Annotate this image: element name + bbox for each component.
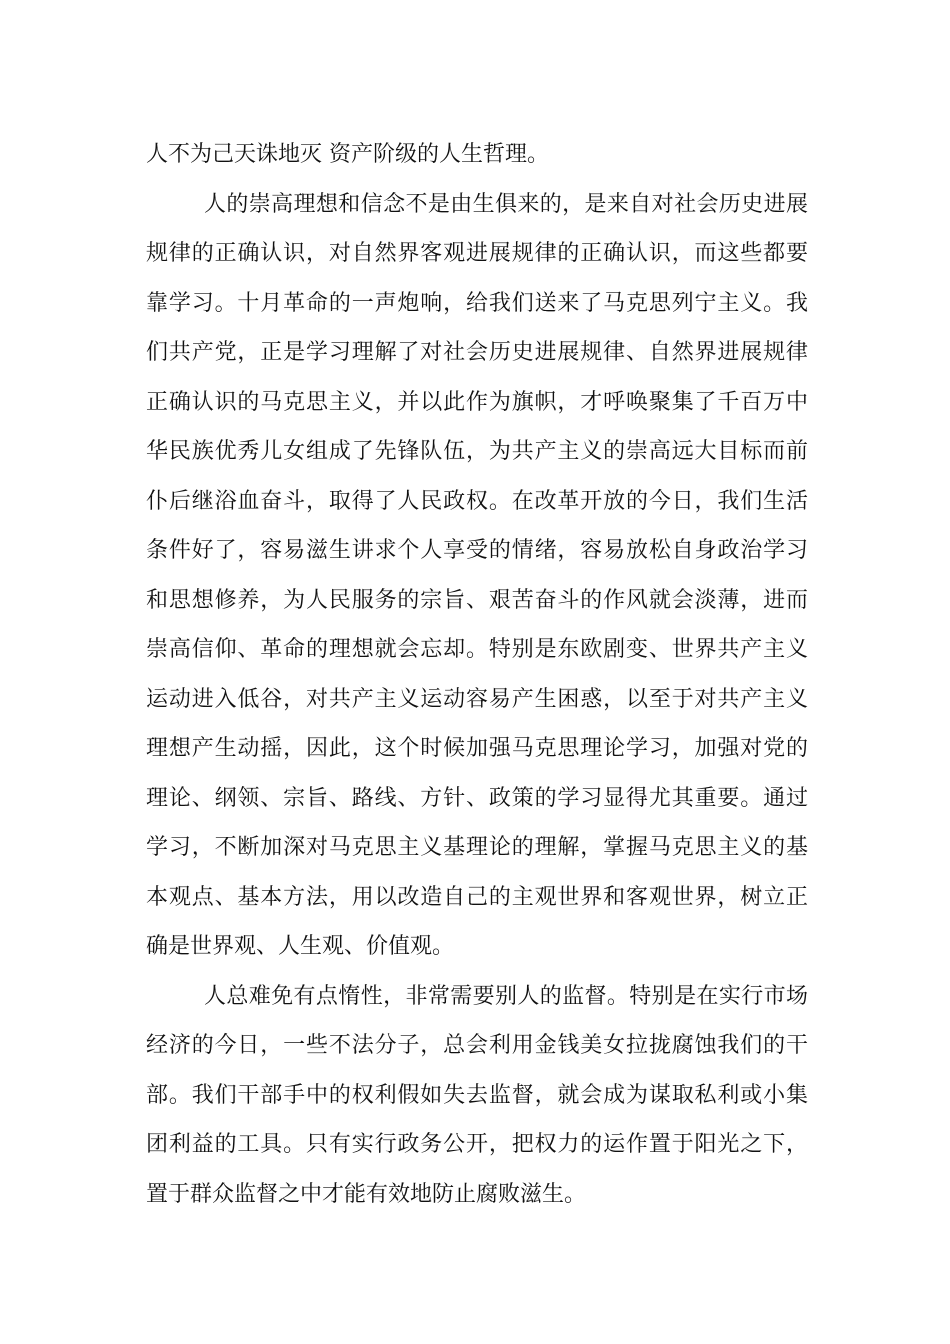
text-line: 条件好了，容易滋生讲求个人享受的情绪，容易放松自身政治学习 [146, 538, 808, 563]
text-line: 经济的今日，一些不法分子，总会利用金钱美女拉拢腐蚀我们的干 [146, 1033, 808, 1058]
paragraph-last-line: 置于群众监督之中才能有效地防止腐败滋生。 [146, 1181, 587, 1207]
text-line: 和思想修养，为人民服务的宗旨、艰苦奋斗的作风就会淡薄，进而 [146, 587, 808, 613]
text-line: 仆后继浴血奋斗，取得了人民政权。在改革开放的今日，我们生活 [146, 488, 808, 514]
text-line: 运动进入低谷，对共产主义运动容易产生困惑，以至于对共产主义 [146, 686, 808, 712]
text-line: 华民族优秀儿女组成了先锋队伍，为共产主义的崇高远大目标而前 [146, 439, 808, 464]
document-body [146, 130, 808, 1219]
text-line: 部。我们干部手中的权利假如失去监督，就会成为谋取私利或小集 [146, 1082, 808, 1108]
text-line: 正确认识的马克思主义，并以此作为旗帜，才呼唤聚集了千百万中 [146, 389, 808, 415]
text-line: 人不为己天诛地灭 资产阶级的人生哲理。 [146, 142, 549, 167]
text-line: 理论、纲领、宗旨、路线、方针、政策的学习显得尤其重要。通过 [146, 785, 808, 811]
text-line: 靠学习。十月革命的一声炮响，给我们送来了马克思列宁主义。我 [146, 290, 808, 316]
text-line: 理想产生动摇，因此，这个时候加强马克思理论学习，加强对党的 [146, 736, 808, 761]
text-line: 团利益的工具。只有实行政务公开，把权力的运作置于阳光之下， [146, 1132, 808, 1157]
paragraph-first-line: 人的崇高理想和信念不是由生俱来的，是来自对社会历史进展 [204, 191, 808, 217]
text-line: 学习，不断加深对马克思主义基理论的理解，掌握马克思主义的基 [146, 835, 808, 860]
text-line: 本观点、基本方法，用以改造自己的主观世界和客观世界，树立正 [146, 884, 808, 910]
paragraph-first-line: 人总难免有点惰性，非常需要别人的监督。特别是在实行市场 [204, 983, 808, 1009]
text-line: 崇高信仰、革命的理想就会忘却。特别是东欧剧变、世界共产主义 [146, 637, 808, 662]
text-line: 规律的正确认识，对自然界客观进展规律的正确认识，而这些都要 [146, 241, 808, 266]
text-line: 们共产党，正是学习理解了对社会历史进展规律、自然界进展规律 [146, 340, 808, 365]
paragraph-last-line: 确是世界观、人生观、价值观。 [146, 934, 455, 959]
